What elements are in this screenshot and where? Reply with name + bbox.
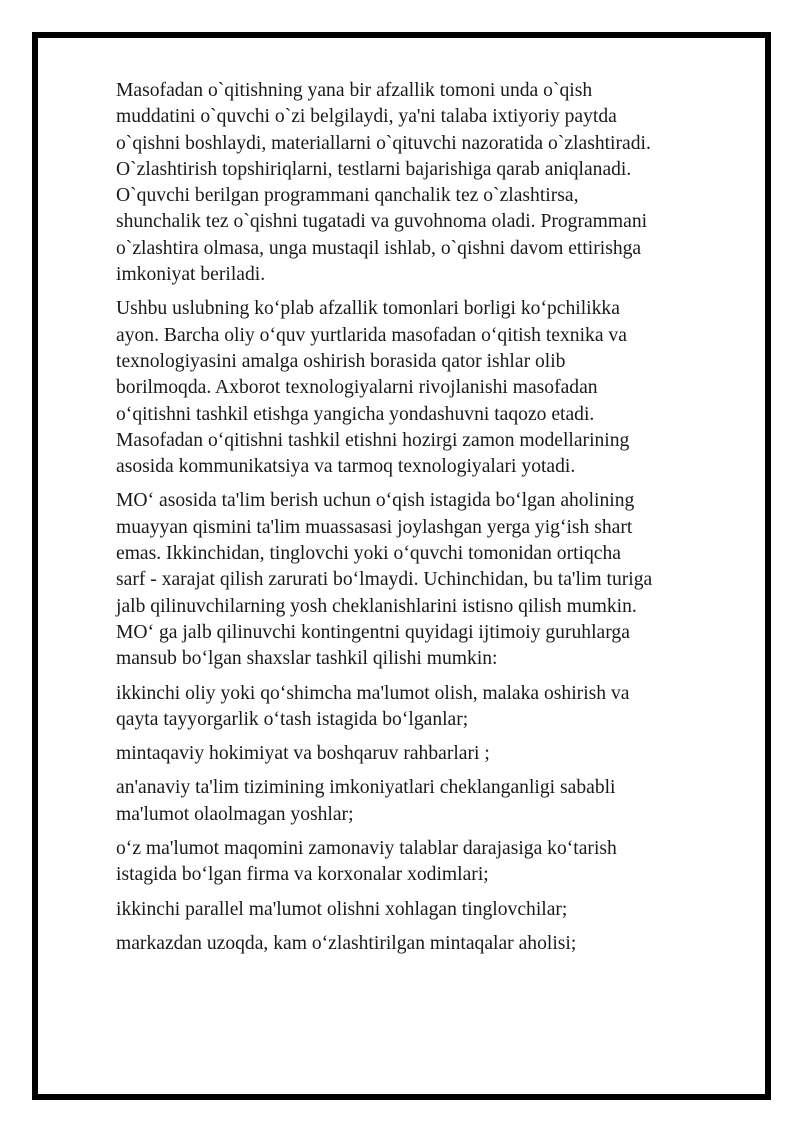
list-item: markazdan uzoqda, kam o‘zlashtirilgan mintaqalar aholisi; [116, 932, 577, 954]
paragraph-advantages: Ushbu uslubning ko‘plab afzallik tomonlari borligi ko‘pchilikka ayon. Barcha oliy o‘quv yurtlarida masofadan o‘qitish texnika va texnologiyasini amalga oshirish borasida qator ishlar olib borilmoqda. Axborot texnologiyalarni rivojlanishi masofadan o‘qitishni tashkil etishga yangicha yondashuvni taqozo etadi. Masofadan o‘qitishni tashkil etishni hozirgi zamon modellarining asosida kommunikatsiya va tarmoq texnologiyalari yotadi. [116, 298, 630, 478]
page-frame [32, 32, 771, 1100]
list-item: ikkinchi oliy yoki qo‘shimcha ma'lumot olish, malaka oshirish va qayta tayyorgarlik o‘tash istagida bo‘lganlar; [116, 682, 630, 730]
paragraph-mo-basis: MO‘ asosida ta'lim berish uchun o‘qish istagida bo‘lgan aholining muayyan qismini ta'lim muassasasi joylashgan yerga yig‘ish shart emas. Ikkinchidan, tinglovchi yoki o‘quvchi tomonidan ortiqcha sarf - xarajat qilish zarurati bo‘lmaydi. Uchinchidan, bu ta'lim turiga jalb qilinuvchilarning yosh cheklanishlarini istisno qilish mumkin. MO‘ ga jalb qilinuvchi kontingentni quyidagi ijtimoiy guruhlarga mansub bo‘lgan shaxslar tashkil qilishi mumkin: [116, 490, 653, 670]
list-item: mintaqaviy hokimiyat va boshqaruv rahbarlari ; [116, 743, 490, 765]
list-item: o‘z ma'lumot maqomini zamonaviy talablar darajasiga ko‘tarish istagida bo‘lgan firma va korxonalar xodimlari; [116, 838, 617, 886]
list-item: an'anaviy ta'lim tizimining imkoniyatlari cheklanganligi sababli ma'lumot olaolmagan yoshlar; [116, 777, 616, 825]
document-body [116, 78, 716, 965]
list-item: ikkinchi parallel ma'lumot olishni xohlagan tinglovchilar; [116, 898, 568, 920]
paragraph-intro: Masofadan o`qitishning yana bir afzallik tomoni unda o`qish muddatini o`quvchi o`zi belgilaydi, ya'ni talaba ixtiyoriy paytda o`qishni boshlaydi, materiallarni o`qituvchi nazoratida o`zlashtiradi. O`zlashtirish topshiriqlarni, testlarni bajarishiga qarab aniqlanadi. O`quvchi berilgan programmani qanchalik tez o`zlashtirsa, shunchalik tez o`qishni tugatadi va guvohnoma oladi. Programmani o`zlashtira olmasa, unga mustaqil ishlab, o`qishni davom ettirishga imkoniyat beriladi. [116, 80, 651, 286]
